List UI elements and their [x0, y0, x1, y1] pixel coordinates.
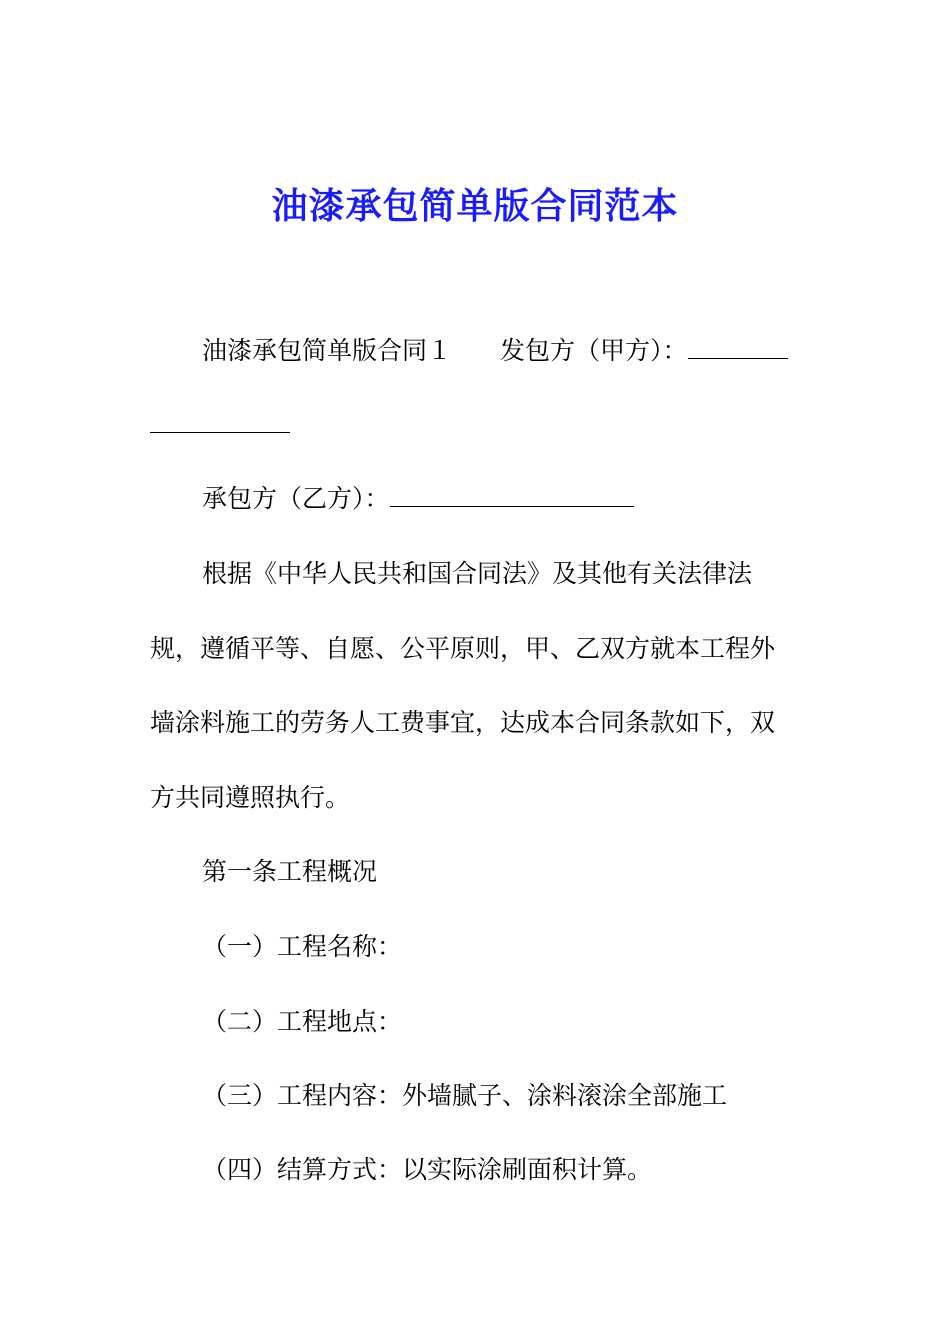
- party-b-line: [202, 484, 634, 514]
- preamble-line-2: 规，遵循平等、自愿、公平原则，甲、乙双方就本工程外: [150, 634, 776, 663]
- article-1-item-2: （二）工程地点：: [202, 1007, 403, 1036]
- heading-line: [202, 336, 788, 366]
- party-b-blank: [390, 484, 634, 507]
- article-1-item-3: （三）工程内容：外墙腻子、涂料滚涂全部施工: [202, 1081, 728, 1110]
- party-b-label: 承包方（乙方）：: [202, 484, 390, 513]
- preamble-line-3: 墙涂料施工的劳务人工费事宜，达成本合同条款如下，双: [150, 708, 776, 737]
- party-a-blank-line2: [150, 410, 290, 433]
- party-a-blank: [688, 336, 788, 359]
- party-a-blank-continuation: [150, 410, 290, 440]
- contract-label: 油漆承包简单版合同１: [202, 336, 453, 365]
- article-1-heading: 第一条工程概况: [202, 857, 378, 886]
- preamble-line-4: 方共同遵照执行。: [150, 783, 351, 812]
- article-1-item-4: （四）结算方式：以实际涂刷面积计算。: [202, 1155, 653, 1184]
- article-1-item-1: （一）工程名称：: [202, 932, 403, 961]
- party-a-label: 发包方（甲方）：: [500, 336, 688, 365]
- document-title: 油漆承包简单版合同范本: [271, 185, 679, 227]
- preamble-line-1: 根据《中华人民共和国合同法》及其他有关法律法: [202, 559, 753, 588]
